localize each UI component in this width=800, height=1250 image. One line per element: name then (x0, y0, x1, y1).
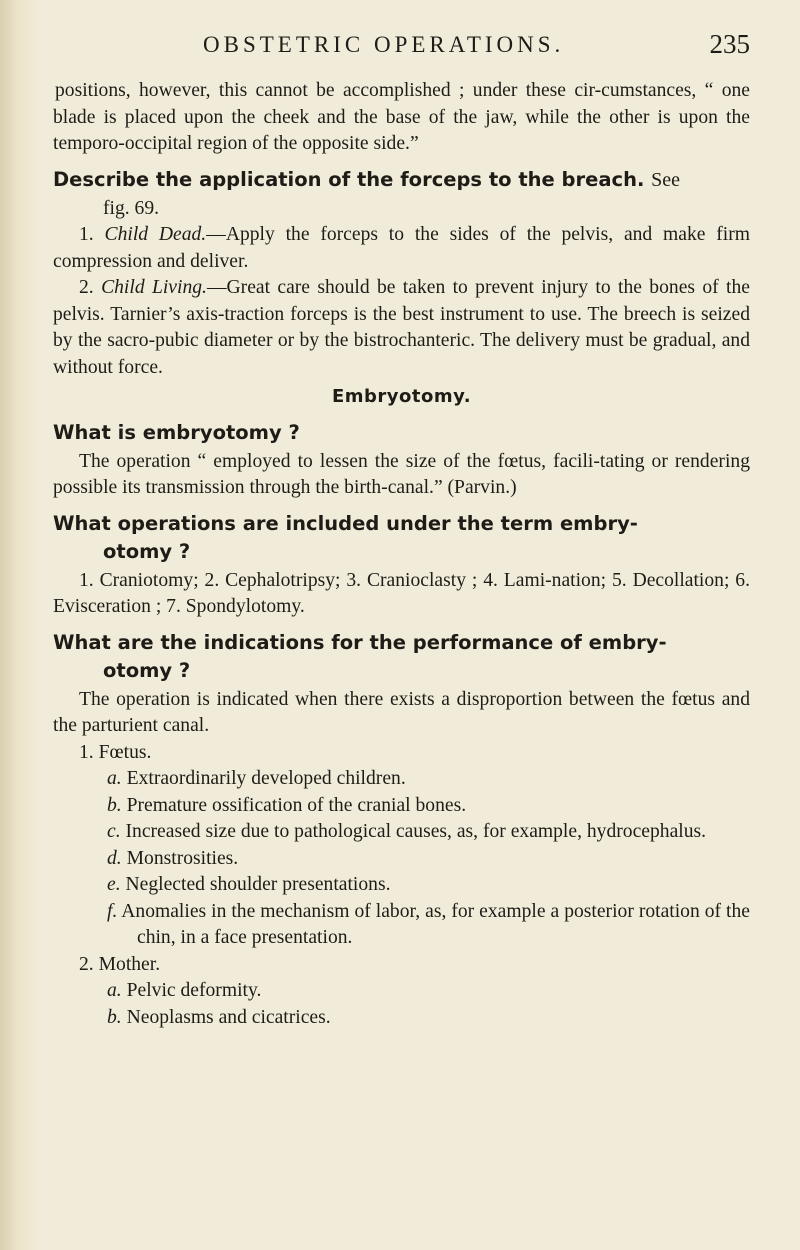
subitem-text: Increased size due to pathological causes, as, for example, hydrocephalus. (125, 821, 707, 842)
list-subitem (53, 978, 750, 1005)
question-operations-included (53, 510, 750, 566)
subitem-text: Neglected shoulder presentations. (125, 874, 391, 895)
page-number: 235 (709, 29, 750, 59)
subitem-text: Extraordinarily developed children. (126, 768, 406, 789)
item-number: 1. (79, 224, 94, 245)
item-child-living (53, 275, 750, 381)
list-subitem (53, 846, 750, 873)
list-subitem (53, 819, 750, 846)
subitem-letter: b. (107, 1006, 122, 1028)
item-number: 2. (79, 277, 94, 298)
running-head (53, 0, 750, 78)
question-line-1: What operations are included under the term embry- (53, 511, 638, 535)
figure-reference: fig. 69. (103, 197, 160, 219)
subitem-letter: f. (107, 900, 118, 922)
answer-indications: The operation is indicated when there exists a disproportion between the fœtus and the parturient canal. (53, 688, 750, 736)
answer-operations-included: 1. Craniotomy; 2. Cephalotripsy; 3. Cranioclasty ; 4. Lami-nation; 5. Decollation; 6. Evisceration ; 7. Spondylotomy. (53, 569, 750, 617)
subitem-letter: e. (107, 874, 121, 895)
see-reference: See (651, 168, 681, 191)
list-subitem (53, 872, 750, 899)
list-subitem (53, 766, 750, 793)
question-indications (53, 629, 750, 685)
body-text (53, 78, 750, 1031)
list-subitem (53, 793, 750, 820)
answer-what-is-embryotomy: The operation “ employed to lessen the size of the fœtus, facili-tating or rendering possible its transmission through the birth-canal.” (Parvin.) (53, 450, 750, 498)
question-line-1: What are the indications for the performance of embry- (53, 630, 667, 654)
item-label: Child Living. (101, 277, 207, 298)
section-heading-embryotomy: Embryotomy. (331, 386, 472, 407)
question-line-2: otomy ? (103, 658, 191, 682)
question-line-2: otomy ? (103, 539, 191, 563)
subitem-letter: a. (107, 768, 122, 789)
subitem-text: Pelvic deformity. (126, 980, 262, 1001)
list-item-foetus: 1. Fœtus. (79, 741, 152, 763)
subitem-text: Anomalies in the mechanism of labor, as, for example a posterior rotation of the chin, in a face presentation. (121, 900, 750, 948)
list-subitem (53, 899, 750, 952)
subitem-text: Monstrosities. (126, 847, 239, 869)
item-child-dead (53, 222, 750, 275)
paragraph-continuation: positions, however, this cannot be accomplished ; under these cir-cumstances, “ one blade is placed upon the cheek and the base of the jaw, while the other is upon the temporo-occipital region of the opposite side.” (53, 80, 750, 154)
subitem-letter: b. (107, 794, 122, 816)
subitem-letter: c. (107, 821, 121, 842)
question-what-is-embryotomy: What is embryotomy ? (53, 420, 300, 444)
running-title: OBSTETRIC OPERATIONS. (203, 32, 565, 57)
list-subitem (53, 1005, 750, 1032)
item-label: Child Dead. (104, 224, 207, 245)
list-item-mother: 2. Mother. (79, 953, 161, 975)
item-text: —Apply the forceps to the sides of the pelvis, and make firm compression and deliver. (53, 224, 751, 272)
subitem-text: Premature ossification of the cranial bones. (126, 794, 467, 816)
question-forceps-breech (53, 166, 750, 194)
question-text: Describe the application of the forceps to the breach. (53, 167, 645, 191)
subitem-text: Neoplasms and cicatrices. (126, 1006, 331, 1028)
item-text: —Great care should be taken to prevent injury to the bones of the pelvis. Tarnier’s axis-traction forceps is the best instrument to use. The breech is seized by the sacro-pubic diameter or by the bistrochanteric. The delivery must be gradual, and without force. (53, 277, 750, 378)
subitem-letter: a. (107, 980, 122, 1001)
subitem-letter: d. (107, 847, 122, 869)
